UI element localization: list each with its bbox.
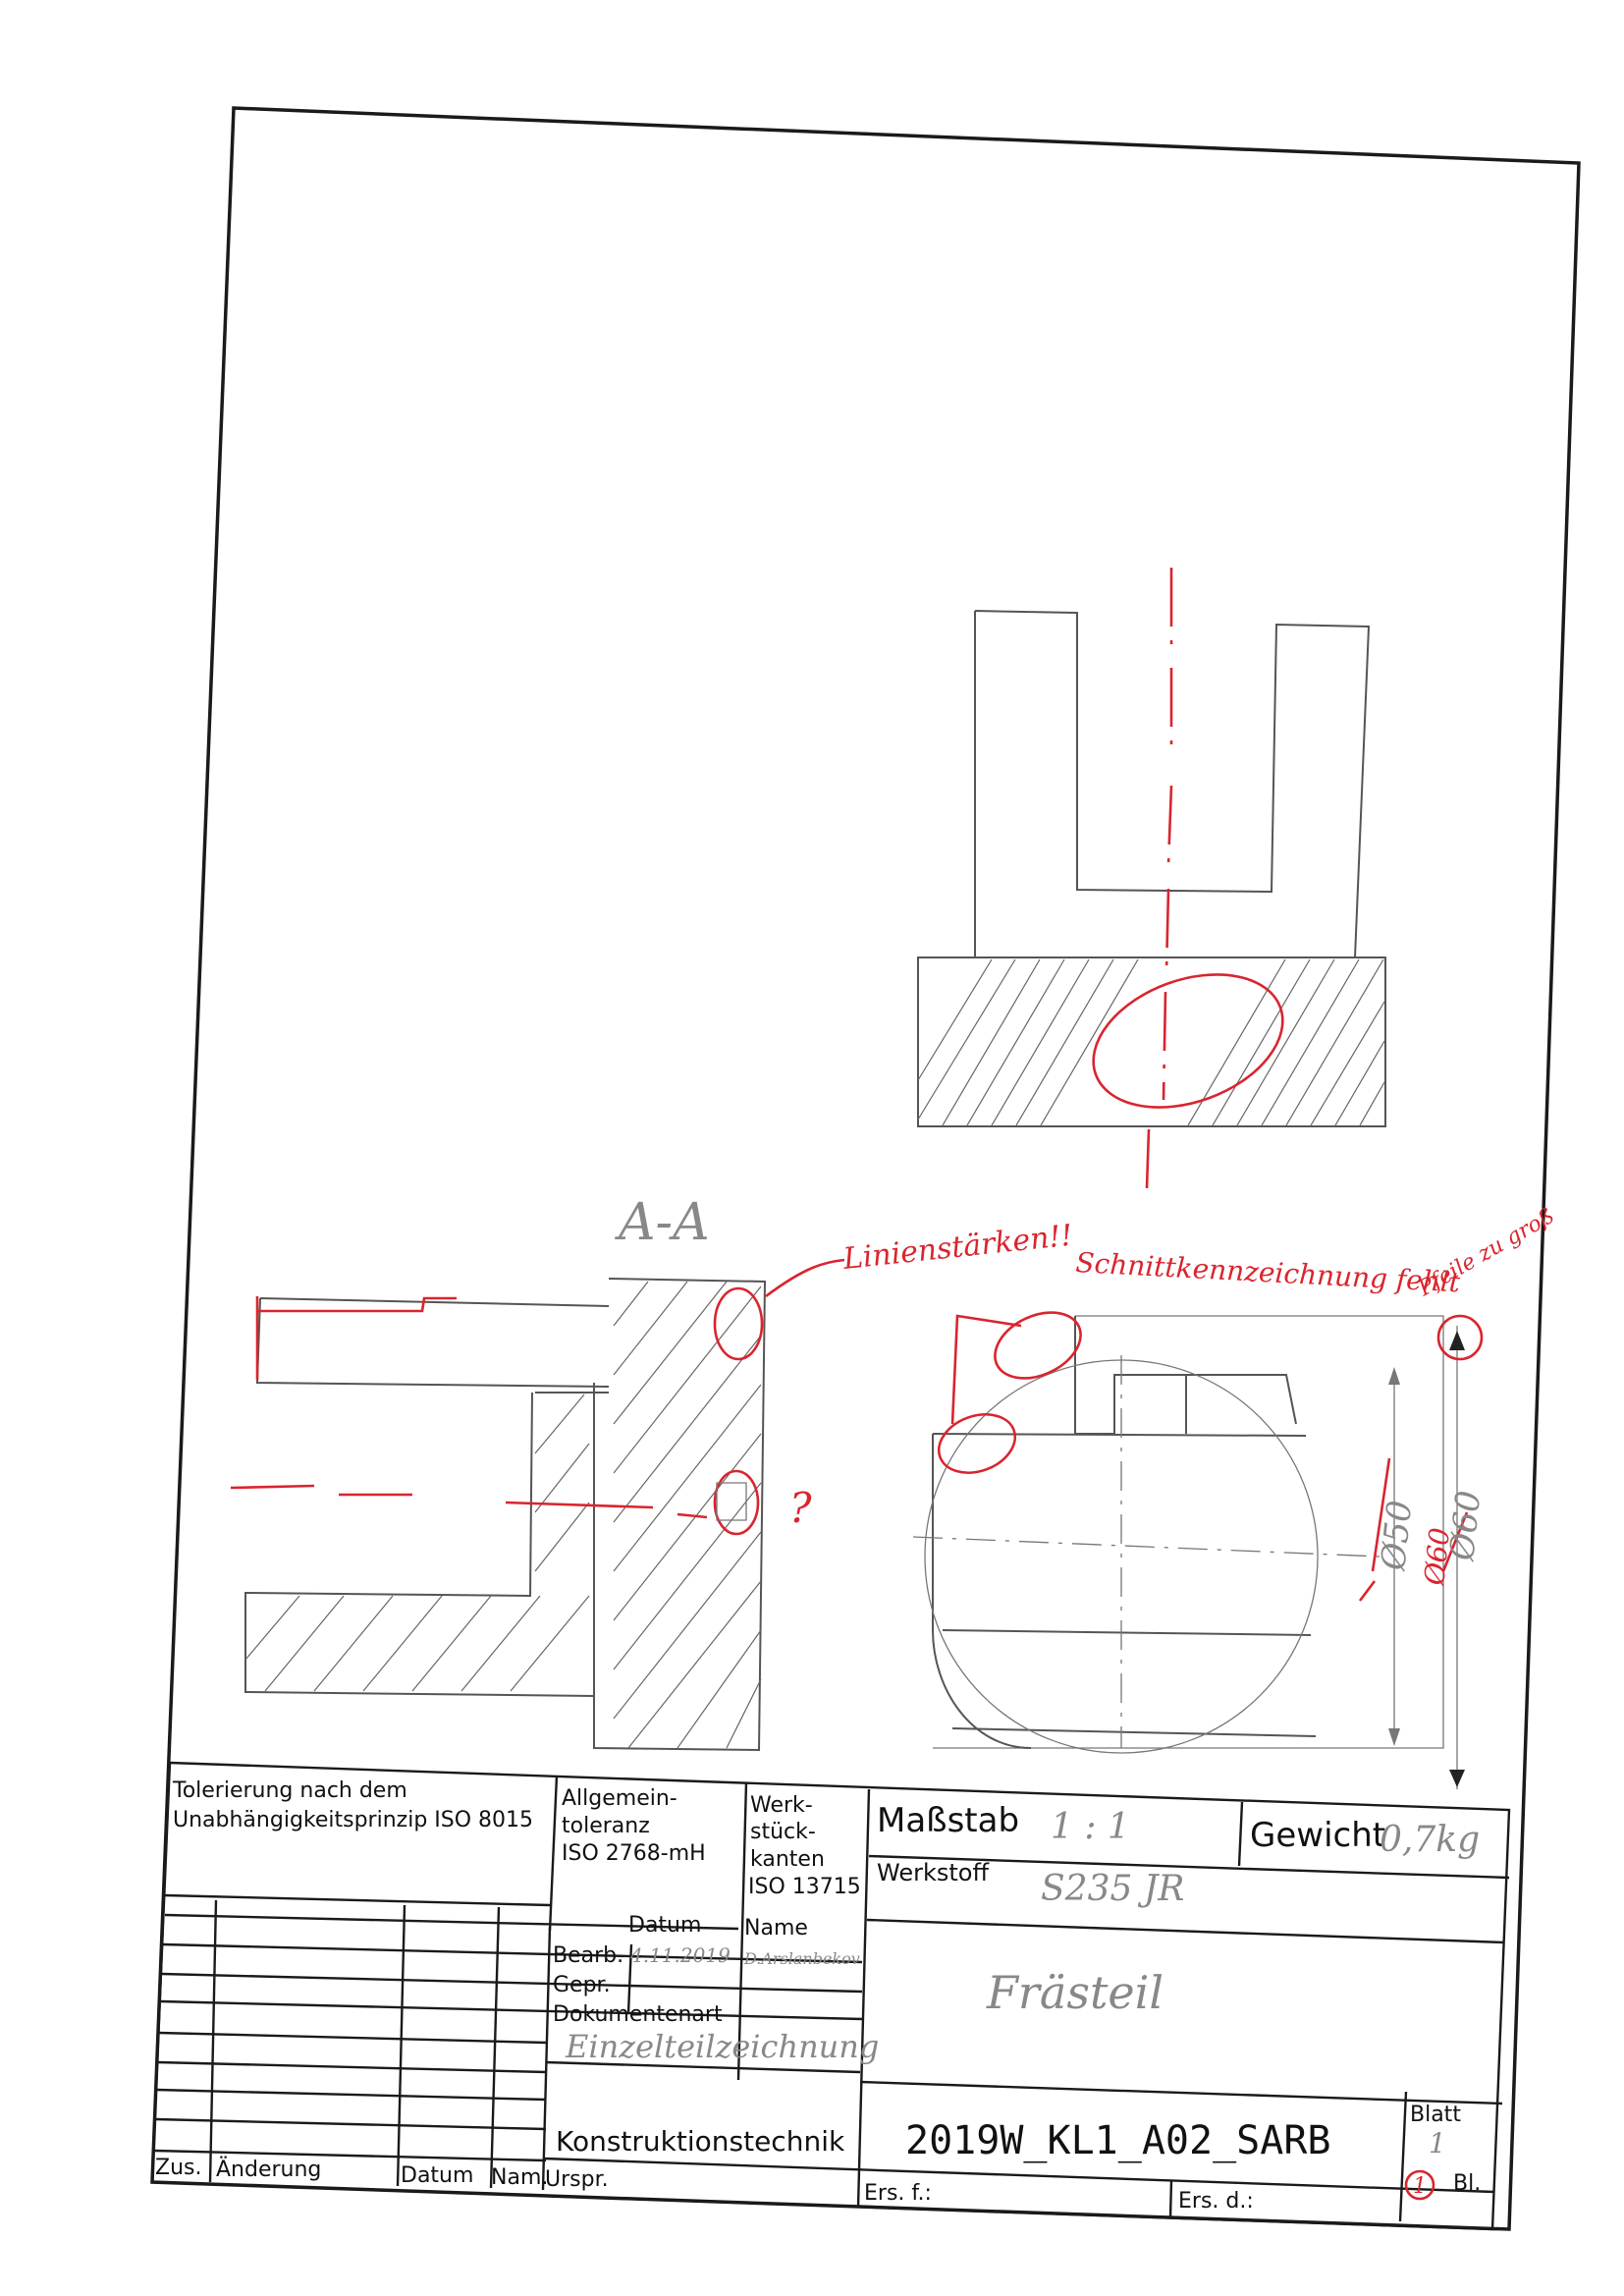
section-label: A-A (619, 1193, 710, 1252)
doctype-label: Dokumentenart (553, 2002, 723, 2027)
note-line-thickness: Linienstärken!! (841, 1218, 1075, 1277)
drawn-name: D.Arslanbekov (744, 1949, 860, 1968)
tolerancing-line1: Tolerierung nach dem (173, 1778, 407, 1803)
material-label: Werkstoff (877, 1859, 989, 1886)
top-view (918, 568, 1385, 1188)
arrowhead-icon (1449, 1331, 1465, 1350)
arrowhead-icon (1388, 1367, 1400, 1385)
drawn-date: 4.11.2019 (630, 1943, 731, 1967)
markup-line-thickness (257, 1296, 457, 1380)
edges-3: kanten (750, 1847, 825, 1872)
general-tol-1: Allgemein- (562, 1786, 677, 1811)
scale-value: 1 : 1 (1051, 1807, 1130, 1847)
edges-4: ISO 13715 (748, 1875, 861, 1899)
tolerancing-line2: Unabhängigkeitsprinzip ISO 8015 (173, 1808, 534, 1832)
sheets-total: 1 (1413, 2174, 1427, 2199)
base-hatching (918, 959, 1384, 1125)
checked-label: Gepr. (553, 1973, 611, 1997)
origin-label: Urspr. (545, 2167, 609, 2192)
department: Konstruktionstechnik (556, 2125, 845, 2158)
doctype-value: Einzelteilzeichnung (566, 2028, 880, 2065)
general-tol-3: ISO 2768-mH (562, 1841, 706, 1866)
markup-circle-top (1075, 951, 1301, 1132)
sheet-number: 1 (1429, 2127, 1446, 2159)
general-tol-2: toleranz (562, 1814, 650, 1838)
scale-label: Maßstab (877, 1801, 1020, 1840)
arrowhead-icon (1449, 1770, 1465, 1787)
rev-zus: Zus. (155, 2156, 202, 2180)
section-view-a-a (231, 1193, 844, 1750)
edges-2: stück- (750, 1820, 816, 1844)
centerline-red (1147, 568, 1171, 1188)
dim-d60-struck: Ø60 (1442, 1489, 1489, 1562)
markup-circle-5 (1438, 1316, 1482, 1359)
replaced-by-label: Ers. d.: (1178, 2189, 1254, 2214)
replaces-label: Ers. f.: (864, 2181, 932, 2206)
part-name: Frästeil (987, 1966, 1164, 2019)
rev-name: Nam. (491, 2165, 549, 2190)
dim-d60: Ø60 (1418, 1526, 1457, 1587)
sheets-label: Bl. (1453, 2171, 1482, 2196)
weight-label: Gewicht (1250, 1816, 1386, 1855)
markup-centerline-left (231, 1486, 707, 1517)
drawn-label: Bearb. (553, 1943, 624, 1968)
note-question: ? (789, 1484, 812, 1532)
markup-circle-1 (715, 1288, 762, 1359)
note-section-marking: Schnittkennzeichnung fehlt (1074, 1246, 1461, 1299)
arrowhead-icon (1388, 1728, 1400, 1746)
hatched-base (918, 957, 1385, 1126)
rev-change: Änderung (216, 2158, 322, 2182)
name-header: Name (744, 1916, 808, 1941)
dim-d50: Ø50 (1374, 1499, 1421, 1572)
date-header: Datum (628, 1913, 702, 1938)
material-value: S235 JR (1041, 1869, 1185, 1909)
side-view (913, 1299, 1489, 1789)
note-arrows: Pfeile zu groß (1414, 1203, 1559, 1302)
weight-value: 0,7kg (1380, 1820, 1481, 1860)
rev-date: Datum (401, 2163, 474, 2188)
edges-1: Werk- (750, 1793, 813, 1818)
markup-circle-2 (715, 1471, 758, 1534)
sheet-label: Blatt (1410, 2103, 1461, 2127)
title-block (152, 1763, 1509, 2229)
drawing-number: 2019W_KL1_A02_SARB (905, 2118, 1331, 2163)
